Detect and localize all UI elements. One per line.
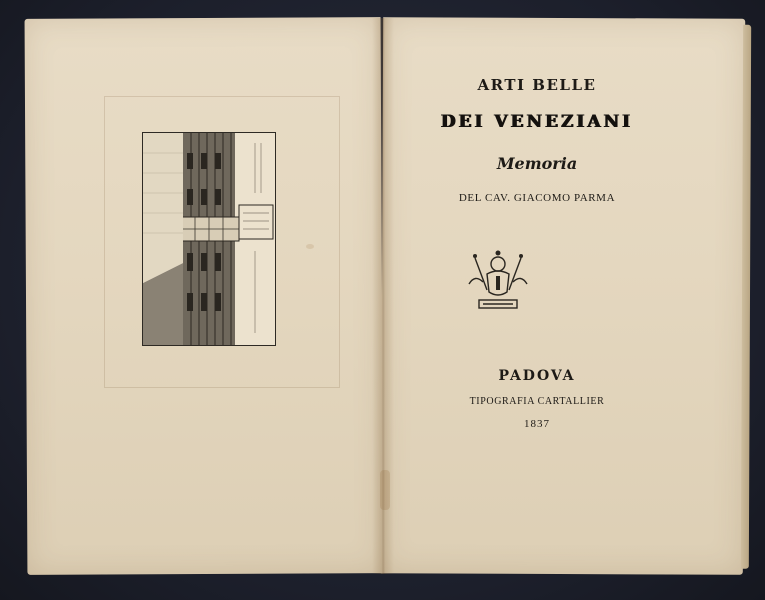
vignette-emblem-icon [461, 244, 535, 318]
publication-year: 1837 [524, 418, 550, 430]
engraving-illustration [143, 133, 275, 345]
right-page [381, 17, 745, 575]
foxing-stain [380, 470, 390, 510]
printer-name: TIPOGRAFIA CARTALLIER [469, 396, 605, 407]
printer-vignette [461, 244, 535, 318]
title-line-2: DEI VENEZIANI [440, 112, 634, 132]
subtitle: Memoria [496, 154, 578, 173]
foxing-spot [306, 244, 314, 249]
place-of-publication: PADOVA [498, 368, 576, 384]
title-line-1: ARTI BELLE [477, 76, 597, 94]
author-line: DEL CAV. GIACOMO PARMA [458, 192, 616, 204]
frontispiece-engraving [142, 132, 276, 346]
page-edge [741, 25, 751, 569]
